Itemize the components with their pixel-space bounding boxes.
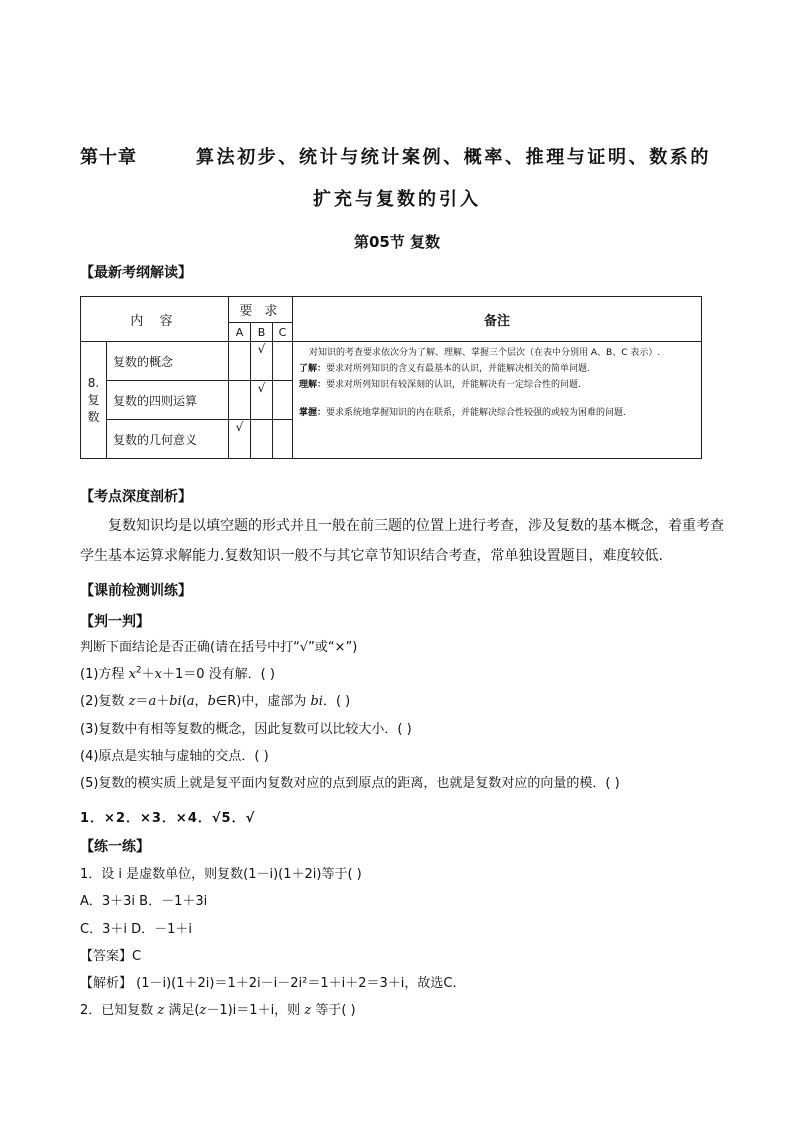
problem-1-options-ab: A．3＋3i B．－1＋3i [80,894,208,909]
judge-q1 [80,663,275,682]
q2-var: bi [169,694,182,709]
p2-var: z [304,1003,312,1018]
chapter-title-line1: 算法初步、统计与统计案例、概率、推理与证明、数系的 [196,147,711,168]
p2-text: 2．已知复数 [80,1003,158,1018]
q1-var: x [128,667,136,682]
q2-text: ＝ [135,694,149,709]
judge-q2 [80,690,350,709]
q2-var: bi [310,694,323,709]
solution-text: (1－i)(1＋2i)＝1＋2i－i－2i²＝1＋i＋2＝3＋i，故选C. [132,976,457,991]
drill-heading: 【练一练】 [80,839,150,855]
q2-text: ∈R)中，虚部为 [215,694,311,709]
q1-text: ＋1＝0 没有解．( ) [162,667,275,682]
content-header: 内 容 [81,297,229,342]
judge-q5: (5)复数的模实质上就是复平面内复数对应的点到原点的距离，也就是复数对应的向量的模．( ) [80,776,620,791]
analysis-heading: 【考点深度剖析】 [80,489,192,505]
problem-2 [80,999,356,1018]
q2-var: a [186,694,195,709]
q1-text: (1)方程 [80,667,129,682]
syllabus-heading: 【最新考纲解读】 [80,265,192,281]
note-label: 了解： [299,363,327,374]
check-mark [229,381,251,420]
note-text: 要求对所列知识的含义有最基本的认识，并能解决相关的简单问题. [326,363,590,374]
q2-var: a [148,694,157,709]
check-mark [251,420,273,459]
check-mark [273,342,293,381]
note-header: 备注 [293,297,702,342]
practice-heading: 【课前检测训练】 [80,583,192,599]
p2-var: z [199,1003,207,1018]
note-label: 掌握： [299,407,327,418]
requirements-table [80,296,702,459]
judge-heading: 【判一判】 [80,614,150,630]
judge-intro: 判断下面结论是否正确(请在括号中打“√”或“×”) [80,640,358,655]
q1-text: ＋ [141,667,155,682]
table-row-item: 复数的几何意义 [107,420,229,459]
q2-var: b [207,694,216,709]
note-text: 要求系统地掌握知识的内在联系，并能解决综合性较强的或较为困难的问题. [326,407,626,418]
q1-exp: 2 [135,665,142,676]
q1-var: x [154,667,162,682]
section-title: 第05节 复数 [353,233,441,251]
check-mark [273,381,293,420]
category-char: 数 [87,409,100,424]
q2-text: ， [194,694,208,709]
q2-text: ．( ) [322,694,351,709]
table-row-item: 复数的四则运算 [107,381,229,420]
analysis-line1: 复数知识均是以填空题的形式并且一般在前三题的位置上进行考查，涉及复数的基本概念，着重考查 [108,518,724,534]
q2-text: ( [181,694,187,709]
note-text: 要求对所列知识有较深刻的认识，并能解决有一定综合性的问题. [326,380,581,390]
requirement-header: 要 求 [229,297,293,323]
note-label: 理解： [299,380,327,390]
check-mark: √ [229,420,251,459]
problem-1-options-cd: C．3＋i D．－1＋i [80,922,192,937]
p2-text: －1)i＝1＋i，则 [206,1003,305,1018]
q2-text: ＋ [156,694,170,709]
category-cell [81,342,107,459]
category-char: 8. [87,375,100,390]
problem-1-solution [80,972,457,991]
problem-1-answer: 【答案】C [80,949,142,964]
judge-q3: (3)复数中有相等复数的概念，因此复数可以比较大小．( ) [80,722,412,737]
check-mark [229,342,251,381]
table-row-item: 复数的概念 [107,342,229,381]
q2-text: (2)复数 [80,694,129,709]
check-mark: √ [251,342,273,381]
check-mark [273,420,293,459]
level-b: B [251,323,273,342]
chapter-title-line2: 扩充与复数的引入 [313,189,481,210]
analysis-line2: 学生基本运算求解能力.复数知识一般不与其它章节知识结合考查，常单独设置题目，难度较低. [80,548,663,564]
p2-text: 等于( ) [311,1003,356,1018]
p2-var: z [157,1003,165,1018]
p2-text: 满足( [164,1003,200,1018]
check-mark: √ [251,381,273,420]
note-cell [293,342,702,459]
category-char: 复 [87,392,100,407]
level-c: C [273,323,293,342]
chapter-number: 第十章 [80,147,137,168]
q2-var: z [128,694,136,709]
problem-1: 1．设 i 是虚数单位，则复数(1－i)(1＋2i)等于( ) [80,867,362,882]
solution-label: 【解析】 [80,976,133,991]
judge-answers: 1．×2．×3．×4．√5．√ [80,811,256,826]
note-intro: 对知识的考查要求依次分为了解、理解、掌握三个层次（在表中分别用 A、B、C 表示）. [309,348,661,358]
level-a: A [229,323,251,342]
judge-q4: (4)原点是实轴与虚轴的交点．( ) [80,749,269,764]
